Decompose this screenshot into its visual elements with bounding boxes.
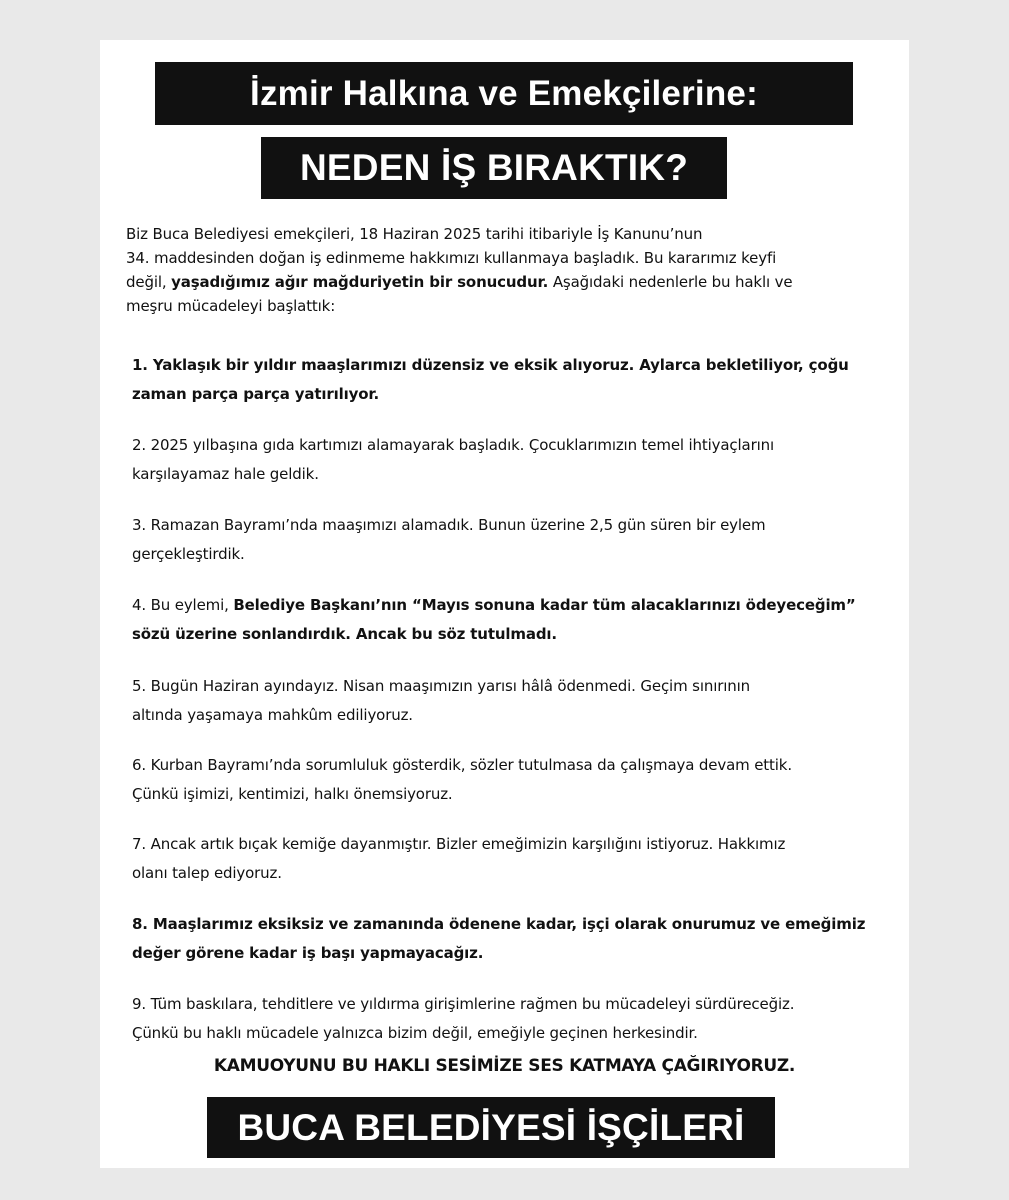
list-item-1: [132, 351, 872, 409]
intro-emphasis: yaşadığımız ağır mağduriyetin bir sonucudur.: [171, 273, 549, 291]
signature-banner: [207, 1097, 775, 1158]
list-item-6: [132, 751, 872, 809]
list-item-line: zaman parça parça yatırılıyor.: [132, 385, 380, 403]
intro-line: Biz Buca Belediyesi emekçileri, 18 Haziran 2025 tarihi itibariyle İş Kanunu’nun: [126, 225, 703, 243]
list-item-3: [132, 511, 872, 569]
list-item-line: değer görene kadar iş başı yapmayacağız.: [132, 944, 484, 962]
intro-line: 34. maddesinden doğan iş edinmeme hakkımızı kullanmaya başladık. Bu kararımız keyfi: [126, 249, 777, 267]
list-item-emphasis: Belediye Başkanı’nın “Mayıs sonuna kadar tüm alacaklarınızı ödeyeceğim”: [233, 596, 856, 614]
list-item-line: 6. Kurban Bayramı’nda sorumluluk gösterdik, sözler tutulmasa da çalışmaya devam ettik.: [132, 756, 792, 774]
signature: BUCA BELEDİYESİ İŞÇİLERİ: [237, 1106, 745, 1148]
intro-text: Aşağıdaki nedenlerle bu haklı ve: [548, 273, 793, 291]
subtitle-banner: [261, 137, 727, 199]
list-item-line: 1. Yaklaşık bir yıldır maaşlarımızı düzensiz ve eksik alıyoruz. Aylarca bekletiliyor, çoğu: [132, 356, 849, 374]
list-item-line: olanı talep ediyoruz.: [132, 864, 282, 882]
list-item-2: [132, 431, 872, 489]
title-banner: [155, 62, 853, 125]
call-to-action: KAMUOYUNU BU HAKLI SESİMİZE SES KATMAYA ÇAĞIRIYORUZ.: [213, 1056, 796, 1076]
list-item-line: 2. 2025 yılbaşına gıda kartımızı alamayarak başladık. Çocuklarımızın temel ihtiyaçlarını: [132, 436, 774, 454]
intro-line: meşru mücadeleyi başlattık:: [126, 297, 336, 315]
list-item-line: 9. Tüm baskılara, tehditlere ve yıldırma girişimlerine rağmen bu mücadeleyi sürdüreceğiz.: [132, 995, 795, 1013]
list-item-line: gerçekleştirdik.: [132, 545, 245, 563]
list-item-4: [132, 591, 872, 649]
intro-paragraph: [126, 222, 870, 318]
intro-text: değil,: [126, 273, 172, 291]
list-item-line: [132, 591, 872, 620]
list-item-7: [132, 830, 872, 888]
list-item-text: 4. Bu eylemi,: [132, 596, 234, 614]
statement-page: [100, 40, 909, 1168]
list-item-line: 3. Ramazan Bayramı’nda maaşımızı alamadık. Bunun üzerine 2,5 gün süren bir eylem: [132, 516, 766, 534]
list-item-line: 5. Bugün Haziran ayındayız. Nisan maaşımızın yarısı hâlâ ödenmedi. Geçim sınırının: [132, 677, 750, 695]
title-line-2: NEDEN İŞ BIRAKTIK?: [300, 147, 688, 188]
list-item-line: sözü üzerine sonlandırdık. Ancak bu söz tutulmadı.: [132, 625, 557, 643]
list-item-line: Çünkü bu haklı mücadele yalnızca bizim değil, emeğiyle geçinen herkesindir.: [132, 1024, 698, 1042]
intro-line: [126, 270, 870, 294]
list-item-line: 8. Maaşlarımız eksiksiz ve zamanında ödenene kadar, işçi olarak onurumuz ve emeğimiz: [132, 915, 866, 933]
list-item-9: [132, 990, 872, 1048]
list-item-8: [132, 910, 872, 968]
list-item-line: 7. Ancak artık bıçak kemiğe dayanmıştır. Bizler emeğimizin karşılığını istiyoruz. Hakkımız: [132, 835, 786, 853]
title-line-1: İzmir Halkına ve Emekçilerine:: [250, 73, 758, 113]
list-item-5: [132, 672, 872, 730]
list-item-line: Çünkü işimizi, kentimizi, halkı önemsiyoruz.: [132, 785, 453, 803]
list-item-line: altında yaşamaya mahkûm ediliyoruz.: [132, 706, 413, 724]
list-item-line: karşılayamaz hale geldik.: [132, 465, 319, 483]
